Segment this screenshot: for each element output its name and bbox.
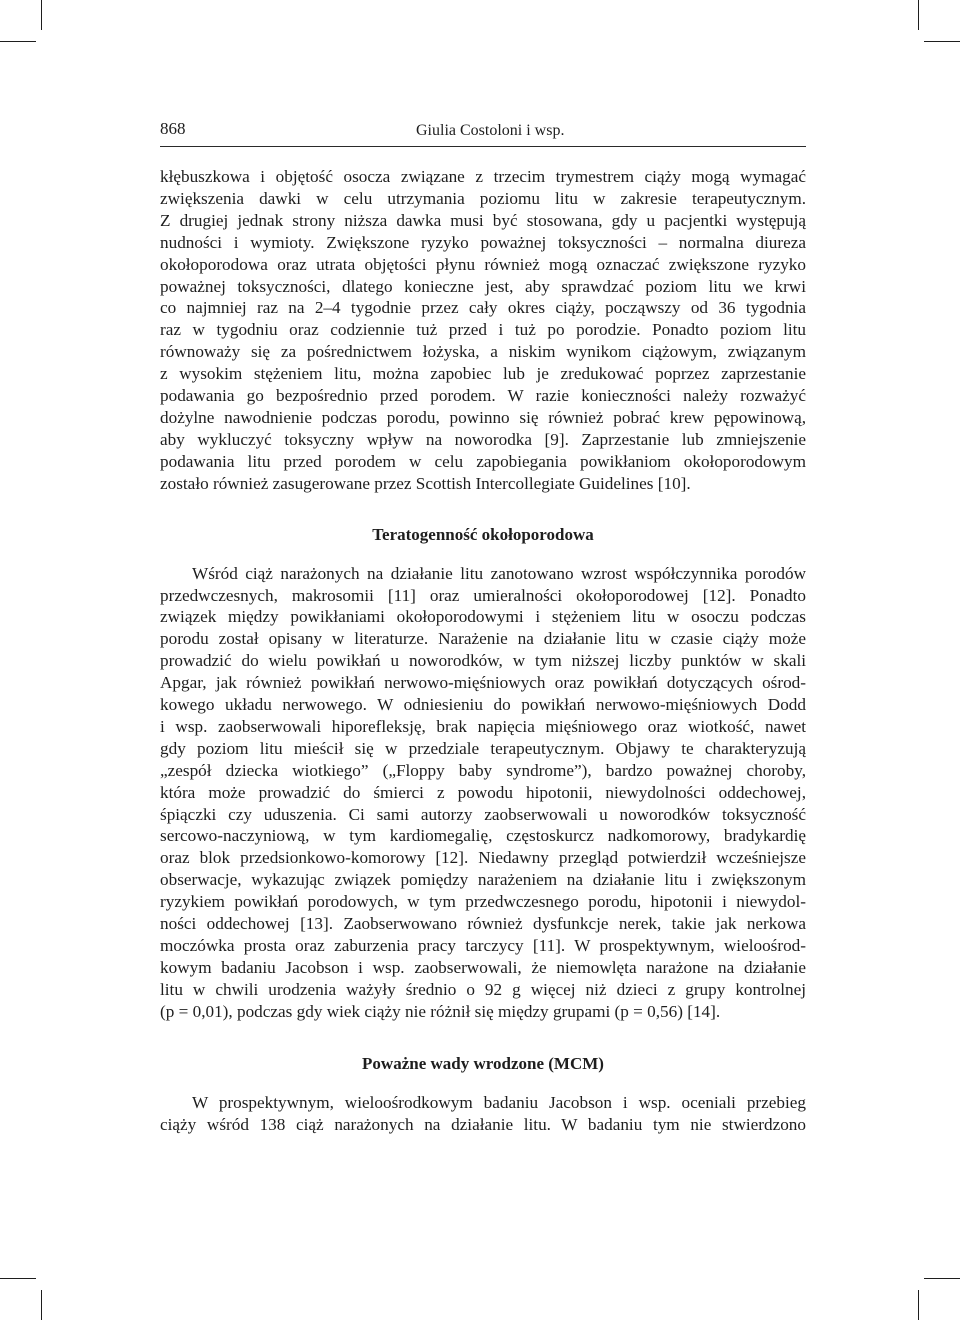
crop-mark-top-left-horizontal xyxy=(0,41,36,42)
crop-mark-top-right-horizontal xyxy=(924,41,960,42)
text-line: poważnej toksyczności, dlatego konieczne jest, aby sprawdzać poziom litu we krwi xyxy=(160,276,806,296)
text-line: obserwacje, wykazując związek pomiędzy narażeniem na działanie litu i zwiększonym xyxy=(160,870,806,890)
text-line: sercowo-naczyniową, w tym kardiomegalię, częstoskurcz nadkomorowy, bradykardię xyxy=(160,826,806,846)
text-line: kłębuszkowa i objętość osocza związane z trzecim trymestrem ciąży mogą wymagać xyxy=(160,167,806,186)
text-line: kowego układu nerwowego. W odniesieniu do powikłań nerwowo-mięśniowych Dodd xyxy=(160,695,806,715)
section-heading: Poważne wady wrodzone (MCM) xyxy=(362,1053,604,1073)
text-line: związek między powikłaniami okołoporodowymi i stężeniem litu w osoczu podczas xyxy=(160,607,806,627)
text-line: równoważy się za pośrednictwem łożyska, a niskim wynikom ciążowym, związanym xyxy=(160,342,806,362)
text-line: moczówka prosta oraz zaburzenia pracy tarczycy [11]. W prospektywnym, wieloośrod- xyxy=(160,936,806,955)
running-title: Giulia Costoloni i wsp. xyxy=(416,122,565,139)
text-line: prowadzić do wielu powikłań u noworodków, w tym niższej liczby punktów w skali xyxy=(160,651,806,671)
paragraph xyxy=(160,166,806,495)
text-line: podawania litu przed porodem w celu zapobiegania powikłaniom okołoporodowym xyxy=(160,451,806,471)
text-line: ności oddechowej [13]. Zaobserwowano również dysfunkcje nerek, takie jak nerkowa xyxy=(160,914,806,934)
text-line: raz w tygodniu oraz codziennie tuż przed i tuż po porodzie. Ponadto poziom litu xyxy=(160,320,806,340)
text-line: (p = 0,01), podczas gdy wiek ciąży nie różnił się między grupami (p = 0,56) [14]. xyxy=(160,1001,721,1021)
text-line: kowym badaniu Jacobson i wsp. zaobserwowali, że niemowlęta narażone na działanie xyxy=(160,957,806,977)
text-line: aby wykluczyć toksyczny wpływ na noworodka [9]. Zaprzestanie lub zmniejszenie xyxy=(160,429,806,449)
article-body xyxy=(160,166,806,1135)
text-line: Wśród ciąż narażonych na działanie litu zanotowano wzrost współczynnika porodów xyxy=(192,563,806,583)
text-line: „zespół dziecka wiotkiego” („Floppy baby syndrome”), bardzo poważnej choroby, xyxy=(160,760,806,780)
text-line: śpiączki czy uduszenia. Ci sami autorzy zaobserwowali u noworodków toksyczność xyxy=(160,804,806,824)
text-line: Z drugiej jednak strony niższa dawka musi być stosowana, gdy u pacjentki występują xyxy=(160,210,806,230)
crop-mark-bottom-right-horizontal xyxy=(924,1278,960,1279)
paragraph xyxy=(160,563,806,1023)
text-line: litu w chwili urodzenia ważyły średnio o 92 g więcej niż dzieci z grupy kontrolnej xyxy=(160,979,806,999)
crop-mark-bottom-right-vertical xyxy=(918,1290,919,1320)
text-line: Apgar, jak również powikłań nerwowo-mięśniowych oraz powikłań dotyczących ośrod- xyxy=(160,673,806,693)
text-line: gdy poziom litu mieścił się w przedziale terapeutycznym. Objawy te charakteryzują xyxy=(160,738,806,758)
text-line: dożylne nawodnienie podczas porodu, powinno się również pobrać krew pępowinową, xyxy=(160,407,806,427)
crop-mark-top-right-vertical xyxy=(918,0,919,30)
text-line: okołoporodowa oraz utrata objętości płynu również mogą oznaczać zwiększone ryzyko xyxy=(160,254,806,274)
text-line: podawania go bezpośrednio przed porodem. W razie konieczności należy rozważyć xyxy=(160,386,806,406)
text-line: oraz blok przedsionkowo-komorowy [12]. Niedawny przegląd potwierdził wcześniejsze xyxy=(160,848,806,868)
text-line: i wsp. zaobserwowali hiporefleksję, brak napięcia mięśniowego oraz wiotkość, nawet xyxy=(160,716,806,736)
text-line: zostało również zasugerowane przez Scottish Intercollegiate Guidelines [10]. xyxy=(160,473,691,493)
text-line: zwiększenia dawki w celu utrzymania poziomu litu w zakresie terapeutycznym. xyxy=(160,188,806,208)
text-line: nudności i wymioty. Zwiększone ryzyko poważnej toksyczności – normalna diureza xyxy=(160,232,806,252)
text-line: przedwczesnych, makrosomii [11] oraz umieralności okołoporodowej [12]. Ponadto xyxy=(160,585,806,605)
text-line: porodu został opisany w literaturze. Narażenie na działanie litu w czasie ciąży może xyxy=(160,629,806,649)
text-line: ciąży wśród 138 ciąż narażonych na działanie litu. W badaniu tym nie stwierdzono xyxy=(160,1114,806,1134)
section-heading: Teratogenność okołoporodowa xyxy=(372,524,594,544)
running-head xyxy=(160,118,806,147)
text-line: co najmniej raz na 2–4 tygodnie przez cały okres ciąży, począwszy od 36 tygodnia xyxy=(160,298,806,318)
page-number: 868 xyxy=(160,119,186,138)
crop-mark-bottom-left-vertical xyxy=(41,1290,42,1320)
text-line: która może prowadzić do śmierci z powodu hipotonii, niewydolności oddechowej, xyxy=(160,782,806,802)
crop-mark-top-left-vertical xyxy=(41,0,42,30)
crop-mark-bottom-left-horizontal xyxy=(0,1278,36,1279)
text-line: z wysokim stężeniem litu, można zapobiec lub je zredukować poprzez zaprzestanie xyxy=(160,364,806,384)
paragraph xyxy=(160,1092,806,1136)
text-line: W prospektywnym, wieloośrodkowym badaniu Jacobson i wsp. oceniali przebieg xyxy=(192,1092,806,1112)
text-line: ryzykiem powikłań porodowych, w tym przedwczesnego porodu, hipotonii i niewydol- xyxy=(160,892,806,912)
